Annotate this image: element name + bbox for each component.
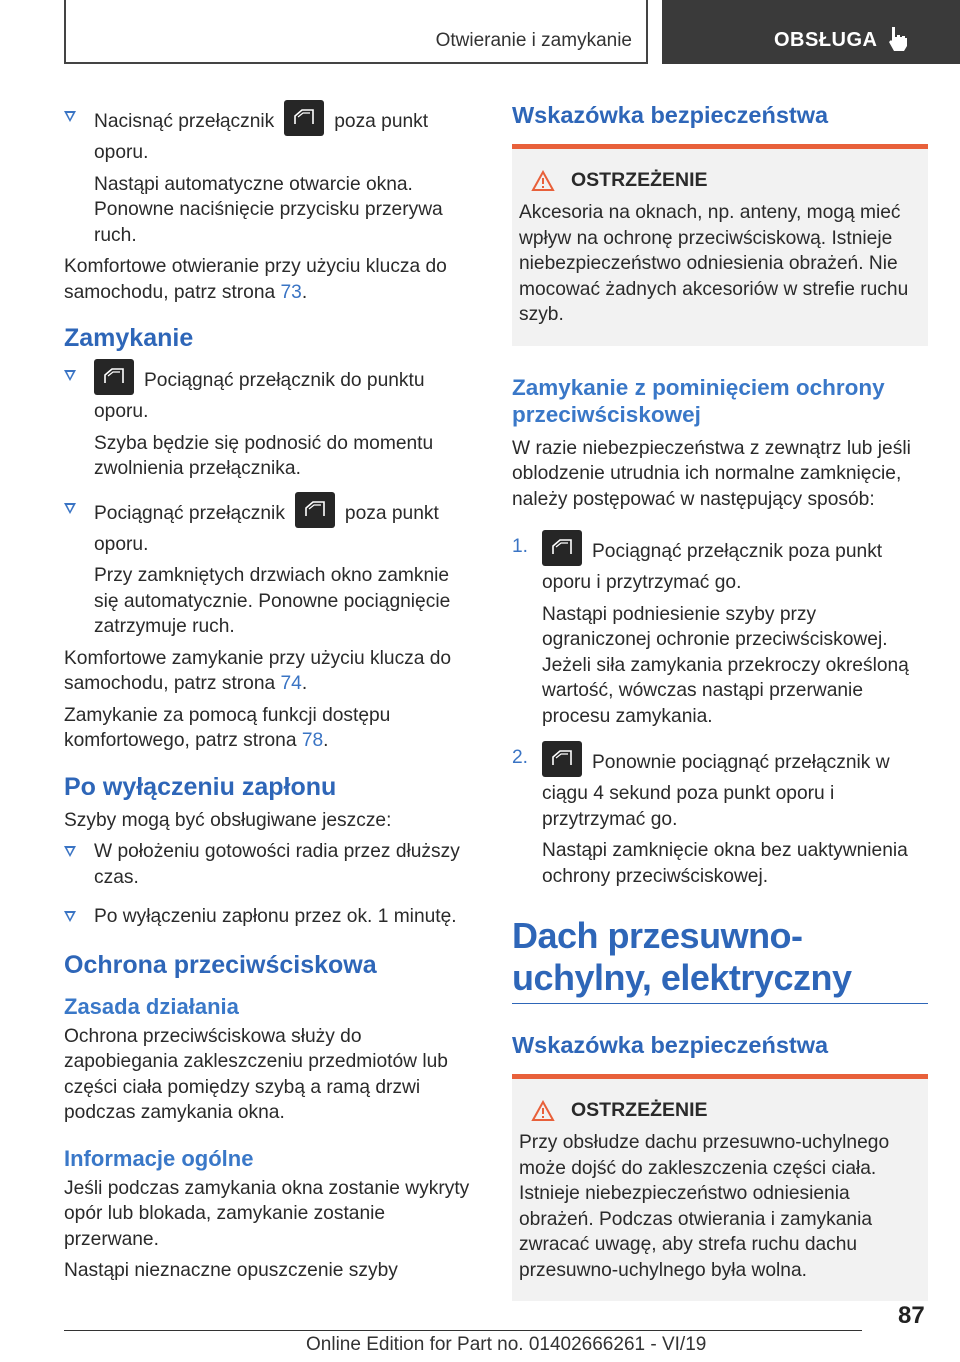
paragraph: W razie niebezpieczeństwa z zewnątrz lub jeśli oblodzenie utrudnia ich normalne zamknięcie, należy postępować w następujący sposób: bbox=[512, 437, 911, 510]
paragraph: Ochrona przeciwściskowa służy do zapobiegania zakleszczeniu przedmiotów lub części ciała pomiędzy szybą a ramą drzwi podczas zamykania okna. bbox=[64, 1025, 448, 1123]
warning-box bbox=[512, 1074, 928, 1301]
header-section-box bbox=[64, 0, 648, 64]
chapter-heading-block bbox=[512, 915, 928, 1004]
heading-po-wylaczeniu: Po wyłączeniu zapłonu bbox=[64, 772, 337, 801]
list-sub-text: Przy zamkniętych drzwiach okno zamknie się automatycznie. Ponowne pociągnięcie zatrzymuje ruch. bbox=[94, 565, 451, 637]
chapter-title: OBSŁUGA bbox=[774, 29, 878, 51]
warning-text: Przy obsłudze dachu przesuwno-uchylnego może dojść do zakleszczenia części ciała. Istnieje niebezpieczeństwo odniesienia obrażeń. Podczas otwierania i zamykania zwracać uwagę, aby strefa ruchu dachu przesuwno-uchylnego była wolna. bbox=[519, 1132, 890, 1281]
pointing-hand-icon bbox=[887, 26, 909, 52]
paragraph: Jeśli podczas zamykania okna zostanie wykryty opór lub blokada, zamykanie zostanie przerwane. bbox=[64, 1177, 470, 1250]
bullet-triangle-icon bbox=[64, 503, 76, 514]
header-chapter-box bbox=[662, 0, 960, 64]
heading-wskazowka: Wskazówka bezpieczeństwa bbox=[512, 102, 829, 128]
edition-text: Online Edition for Part no. 01402666261 - VI/19 bbox=[306, 1334, 707, 1355]
paragraph: Komfortowe zamykanie przy użyciu klucza do samochodu, patrz strona 74. bbox=[64, 647, 452, 694]
page-link[interactable]: 74 bbox=[280, 673, 302, 694]
list-item: Pociągnąć przełącznik do punktu oporu. bbox=[64, 363, 478, 425]
heading-dach: Dach przesuwno-uchylny, elektryczny bbox=[512, 915, 852, 998]
heading-informacje: Informacje ogólne bbox=[64, 1145, 254, 1171]
list-sub-text: Szyba będzie się podnosić do momentu zwolnienia przełącznika. bbox=[94, 432, 434, 479]
warning-triangle-icon bbox=[531, 170, 555, 192]
left-column bbox=[64, 100, 478, 1290]
window-switch-icon bbox=[542, 741, 582, 777]
list-item: Pociągnąć przełącznik poza punkt oporu. bbox=[64, 496, 478, 558]
heading-ochrona: Ochrona przeciwściskowa bbox=[64, 950, 377, 979]
right-column bbox=[512, 100, 928, 1301]
section-title: Otwieranie i zamykanie bbox=[435, 30, 632, 51]
list-item: Nacisnąć przełącznik poza punkt oporu. bbox=[64, 104, 478, 166]
heading-zamykanie-pominieciem: Zamykanie z pominięciem ochrony przeciwściskowej bbox=[512, 374, 885, 427]
bullet-triangle-icon bbox=[64, 370, 76, 381]
page-number: 87 bbox=[898, 1302, 925, 1329]
page-link[interactable]: 73 bbox=[280, 281, 302, 303]
window-switch-icon bbox=[295, 492, 335, 528]
bullet-triangle-icon bbox=[64, 111, 76, 122]
paragraph: Nastąpi nieznaczne opuszczenie szyby bbox=[64, 1260, 398, 1281]
paragraph: Szyby mogą być obsługiwane jeszcze: bbox=[64, 809, 392, 831]
paragraph: Komfortowe otwieranie przy użyciu klucza do samochodu, patrz strona 73. bbox=[64, 256, 447, 303]
heading-zasada: Zasada działania bbox=[64, 993, 239, 1019]
heading-wskazowka: Wskazówka bezpieczeństwa bbox=[512, 1032, 829, 1058]
bullet-triangle-icon bbox=[64, 911, 76, 922]
heading-zamykanie: Zamykanie bbox=[64, 324, 194, 352]
window-switch-icon bbox=[94, 359, 134, 395]
list-item: W położeniu gotowości radia przez dłuższy czas. bbox=[64, 839, 478, 890]
numbered-step: 2. Ponownie pociągnąć przełącznik w ciągu 4 sekund poza punkt oporu i przytrzymać go. bbox=[512, 745, 928, 832]
window-switch-icon bbox=[542, 530, 582, 566]
warning-box bbox=[512, 144, 928, 346]
bullet-triangle-icon bbox=[64, 846, 76, 857]
numbered-step: 1. Pociągnąć przełącznik poza punkt oporu i przytrzymać go. bbox=[512, 534, 928, 596]
warning-text: Akcesoria na oknach, np. anteny, mogą mieć wpływ na ochronę przeciwściskową. Istnieje niebezpieczeństwo odniesienia obrażeń. Nie mocować żadnych akcesoriów w strefie ruchu szyb. bbox=[519, 202, 909, 325]
page-link[interactable]: 78 bbox=[301, 730, 324, 751]
warning-triangle-icon bbox=[531, 1100, 555, 1122]
warning-label: OSTRZEŻENIE bbox=[571, 169, 708, 191]
warning-label: OSTRZEŻENIE bbox=[571, 1099, 708, 1121]
footer-rule bbox=[64, 1330, 862, 1331]
list-sub-text: Nastąpi podniesienie szyby przy ograniczonej ochronie przeciwściskowej. Jeżeli siła zamykania przekroczy określoną wartość, wówczas nastąpi przerwanie procesu zamykania. bbox=[542, 603, 909, 727]
list-sub-text: Nastąpi zamknięcie okna bez uaktywnienia ochrony przeciwściskowej. bbox=[542, 840, 908, 887]
window-switch-icon bbox=[284, 100, 324, 136]
list-sub-text: Nastąpi automatyczne otwarcie okna. Ponowne naciśnięcie przycisku przerywa ruch. bbox=[94, 173, 443, 246]
list-item: Po wyłączeniu zapłonu przez ok. 1 minutę. bbox=[64, 904, 478, 930]
paragraph: Zamykanie za pomocą funkcji dostępu komfortowego, patrz strona 78. bbox=[64, 704, 391, 751]
